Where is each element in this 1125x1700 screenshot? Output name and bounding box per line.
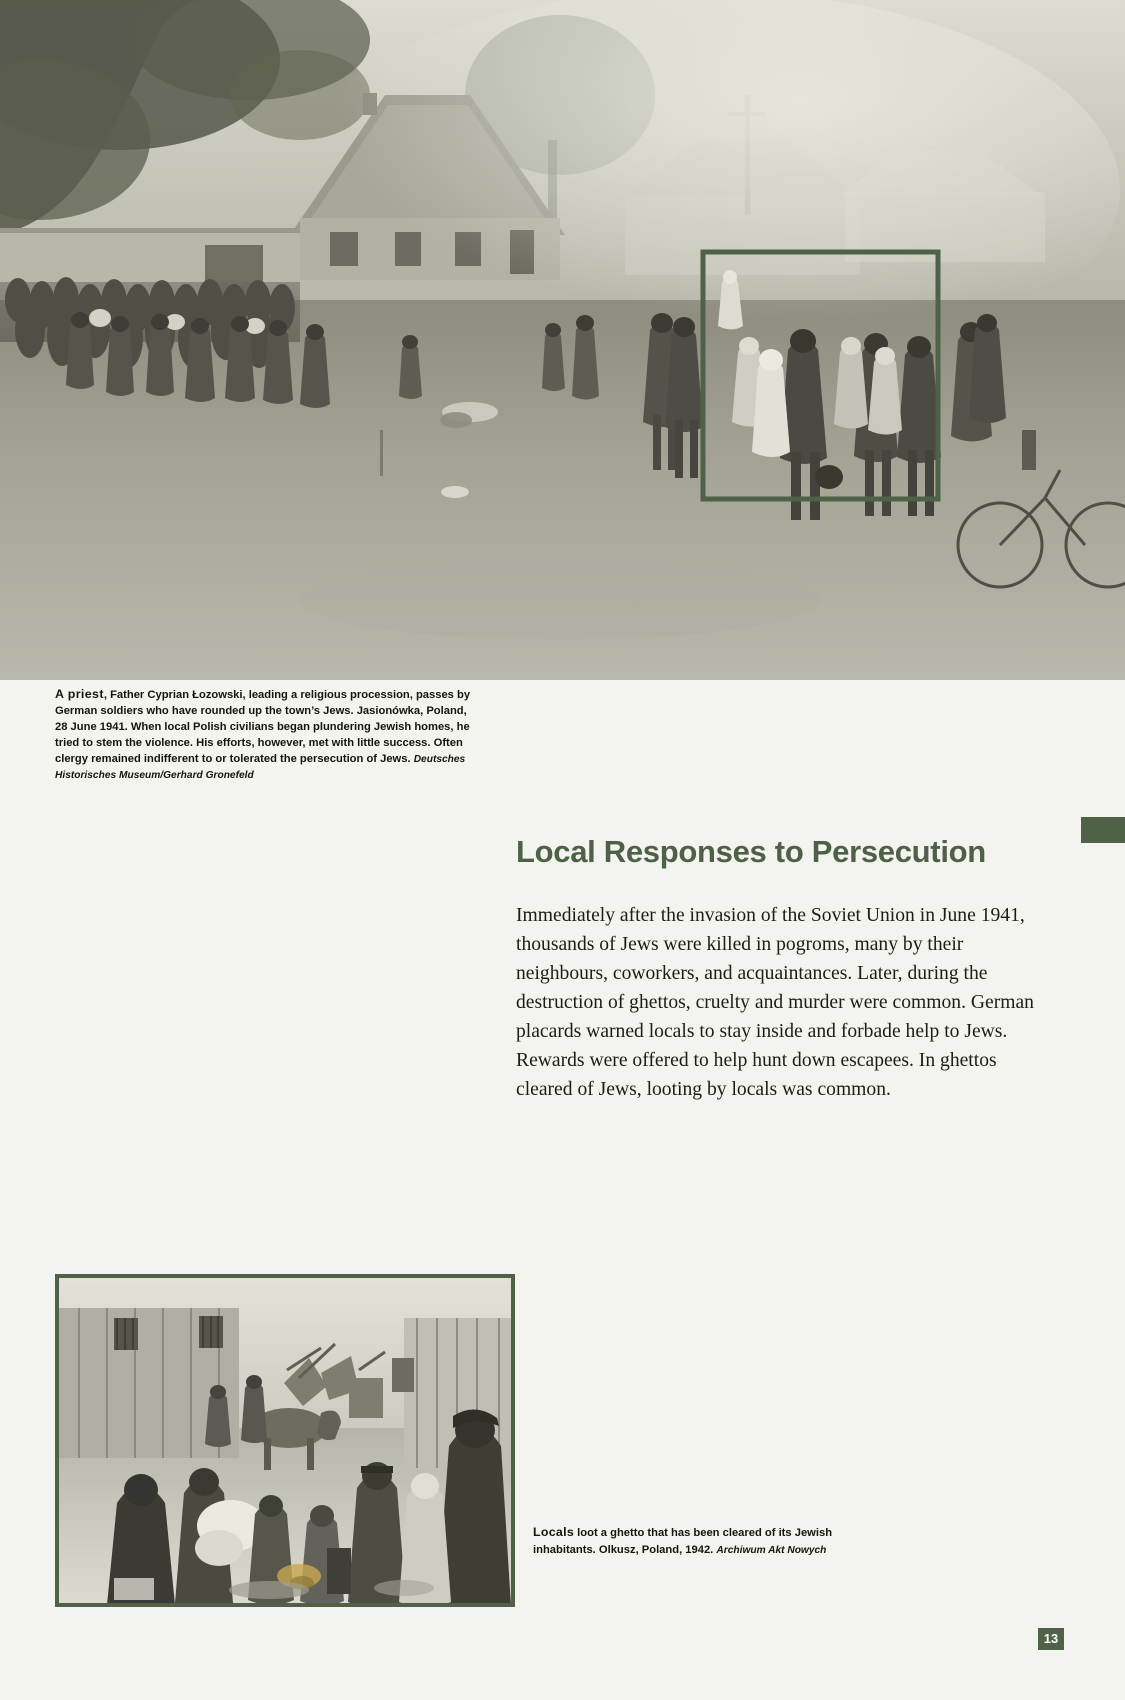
hero-photo-caption [55, 686, 475, 783]
heading-accent-block [1081, 817, 1125, 843]
secondary-photograph [55, 1274, 515, 1607]
photo2-caption-lead: Locals [533, 1525, 575, 1539]
photo2-caption-body: loot a ghetto that has been cleared of its Jewish inhabitants. Olkusz, Poland, 1942. [533, 1527, 833, 1556]
hero-photograph-image [0, 0, 1125, 680]
photo2-caption-credit: Archiwum Akt Nowych [716, 1544, 827, 1556]
hero-caption-lead: A priest [55, 687, 104, 701]
section-body-text: Immediately after the invasion of the Soviet Union in June 1941, thousands of Jews were killed in pogroms, many by their neighbours, coworkers, and acquaintances. Later, during the destruction of ghettos, cruelty and murder were common. German placards warned locals to stay inside and forbade help to Jews. Rewards were offered to help hunt down escapees. In ghettos cleared of Jews, looting by locals was common. [516, 904, 1034, 1100]
hero-caption-body: , Father Cyprian Łozowski, leading a religious procession, passes by German soldiers who have rounded up the town’s Jews. Jasionówka, Poland, 28 June 1941. When local Polish civilians began plundering Jewish homes, he tried to stem the violence. His efforts, however, met with little success. Often clergy remained indifferent to or tolerated the persecution of Jews. [55, 689, 471, 765]
secondary-photograph-image [59, 1278, 511, 1603]
secondary-photo-caption [533, 1524, 863, 1559]
hero-photograph [0, 0, 1125, 680]
page-number: 13 [1038, 1628, 1064, 1650]
section-heading: Local Responses to Persecution [516, 833, 986, 869]
hero-caption-credit: Deutsches Historisches Museum/Gerhard Gronefeld [55, 753, 466, 781]
